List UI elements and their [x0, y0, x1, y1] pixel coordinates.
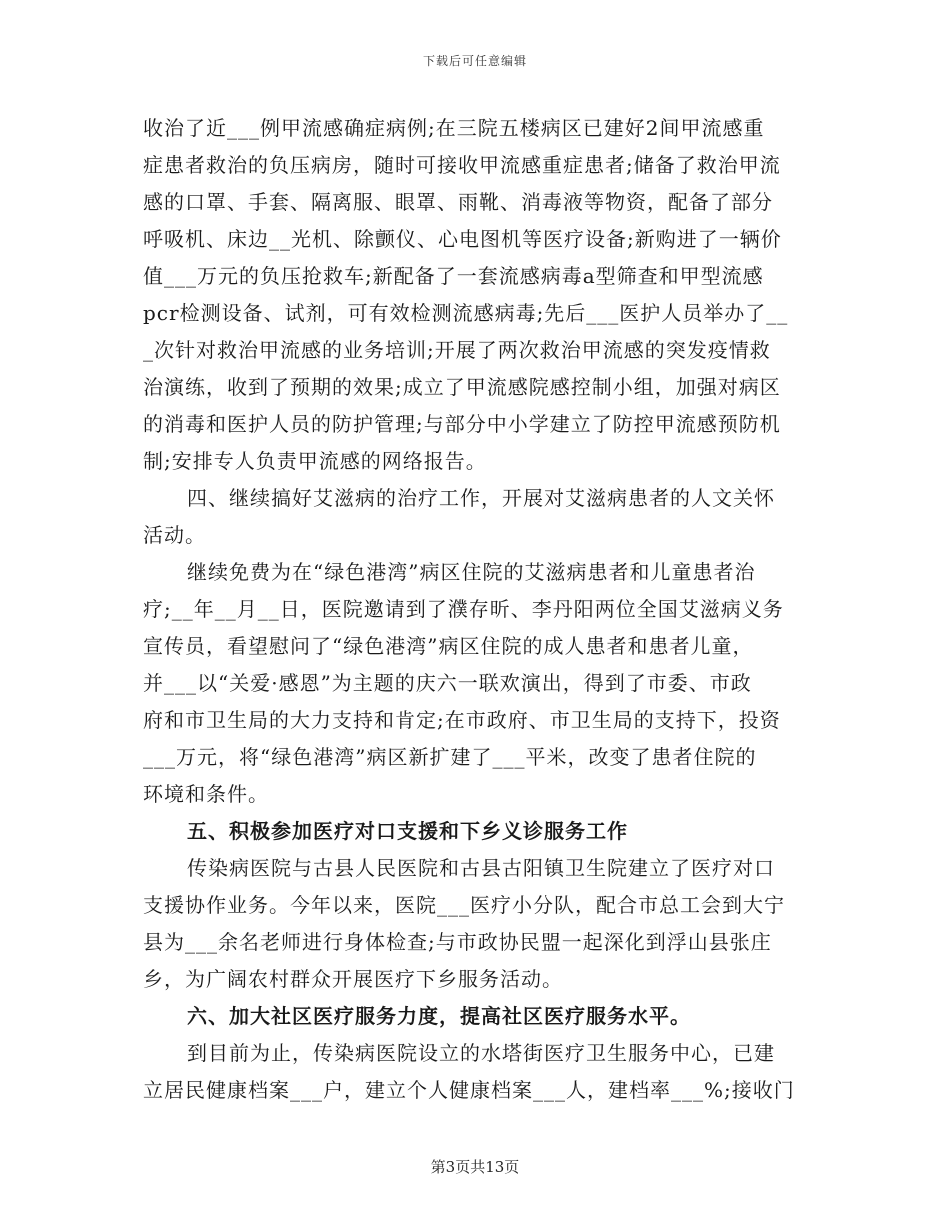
paragraph-green-harbor	[143, 554, 807, 813]
text-line: 制;安排专人负责甲流感的网络报告。	[143, 449, 487, 473]
text-line: 继续免费为在“绿色港湾”病区住院的艾滋病患者和儿童患者治	[187, 560, 756, 584]
text-line: 症患者救治的负压病房，随时可接收甲流感重症患者;储备了救治甲流	[143, 153, 781, 177]
text-line: 环境和条件。	[143, 782, 269, 806]
heading-line: 五、积极参加医疗对口支援和下乡义诊服务工作	[187, 819, 628, 843]
heading-line: 活动。	[143, 523, 206, 547]
text-line: 到目前为止，传染病医院设立的水塔街医疗卫生服务中心，已建	[187, 1041, 775, 1065]
page-header: 下载后可任意编辑	[422, 54, 527, 68]
paragraph-community-service	[143, 1035, 807, 1109]
text-line: _次针对救治甲流感的业务培训;开展了两次救治甲流感的突发疫情救	[143, 338, 771, 362]
section-heading-medical-support	[143, 813, 807, 850]
heading-line: 六、加大社区医疗服务力度，提高社区医疗服务水平。	[187, 1004, 691, 1028]
text-line: pcr检测设备、试剂，可有效检测流感病毒;先后___医护人员举办了__	[143, 301, 789, 325]
text-line: 传染病医院与古县人民医院和古县古阳镇卫生院建立了医疗对口	[187, 856, 775, 880]
section-heading-community-service	[143, 998, 807, 1035]
text-line: 宣传员，看望慰问了“绿色港湾”病区住院的成人患者和患者儿童，	[143, 634, 754, 658]
text-line: 的消毒和医护人员的防护管理;与部分中小学建立了防控甲流感预防机	[143, 412, 781, 436]
text-line: ___万元，将“绿色港湾”病区新扩建了___平米，改变了患者住院的	[143, 745, 757, 769]
document-body	[143, 110, 807, 1109]
text-line: 县为___余名老师进行身体检查;与市政协民盟一起深化到浮山县张庄	[143, 930, 772, 954]
heading-line: 四、继续搞好艾滋病的治疗工作，开展对艾滋病患者的人文关怀	[187, 486, 775, 510]
paragraph-epidemic-preparedness	[143, 110, 807, 480]
text-line: 治演练，收到了预期的效果;成立了甲流感院感控制小组，加强对病区	[143, 375, 781, 399]
text-line: 感的口罩、手套、隔离服、眼罩、雨靴、消毒液等物资，配备了部分	[143, 190, 773, 214]
text-line: 支援协作业务。今年以来，医院___医疗小分队，配合市总工会到大宁	[143, 893, 785, 917]
text-line: 疗;__年__月__日，医院邀请到了濮存昕、李丹阳两位全国艾滋病义务	[143, 597, 784, 621]
text-line: 收治了近___例甲流感确症病例;在三院五楼病区已建好2间甲流感重	[143, 116, 765, 140]
section-heading-aids-treatment	[143, 480, 807, 554]
text-line: 乡，为广阔农村群众开展医疗下乡服务活动。	[143, 967, 563, 991]
paragraph-medical-support	[143, 850, 807, 998]
text-line: 呼吸机、床边__光机、除颤仪、心电图机等医疗设备;新购进了一辆价	[143, 227, 782, 251]
text-line: 府和市卫生局的大力支持和肯定;在市政府、市卫生局的支持下，投资	[143, 708, 781, 732]
text-line: 值___万元的负压抢救车;新配备了一套流感病毒a型筛查和甲型流感	[143, 264, 764, 288]
text-line: 立居民健康档案___户，建立个人健康档案___人，建档率___%;接收门	[143, 1078, 795, 1102]
page-number-footer: 第3页共13页	[430, 1158, 520, 1176]
text-line: 并___以“关爱·感恩”为主题的庆六一联欢演出，得到了市委、市政	[143, 671, 752, 695]
